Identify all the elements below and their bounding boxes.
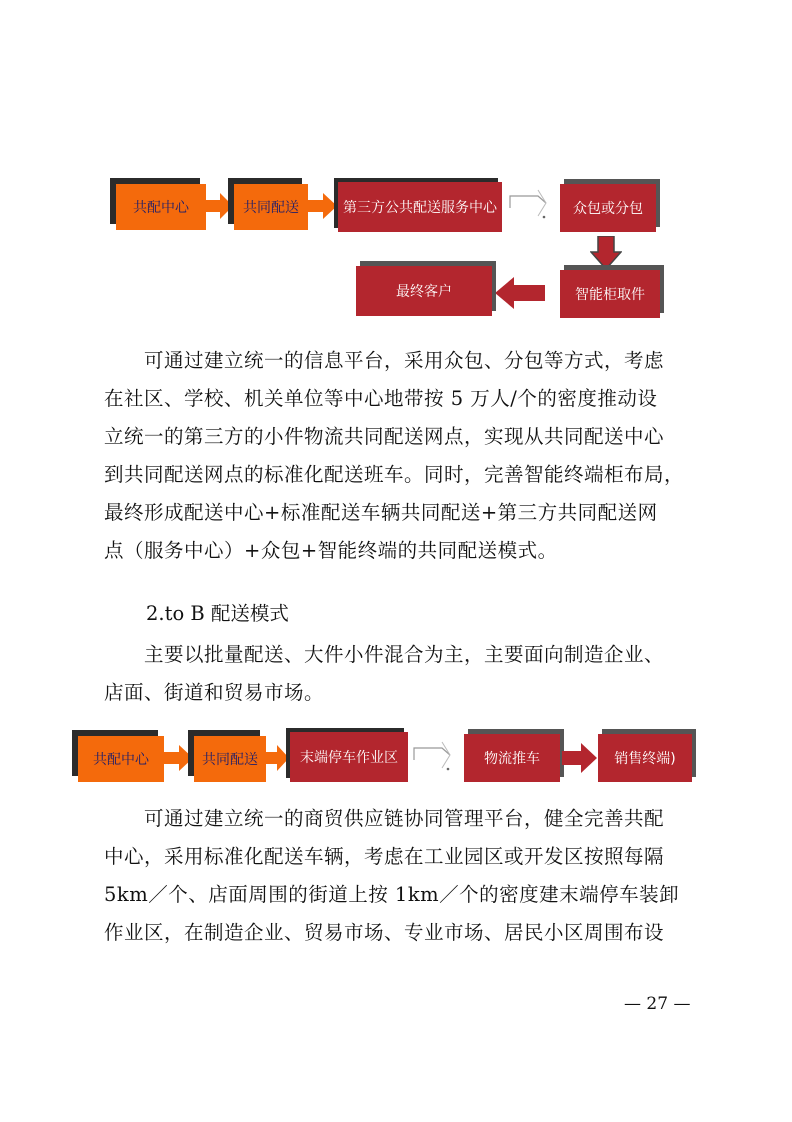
node-smart-locker: 智能柜取件 bbox=[560, 270, 660, 318]
node-third-party-center: 第三方公共配送服务中心 bbox=[338, 182, 502, 232]
text-line: 可通过建立统一的信息平台，采用众包、分包等方式，考虑 bbox=[144, 349, 665, 372]
node-logistics-cart: 物流推车 bbox=[464, 734, 560, 782]
node-gongpei-center: 共配中心 bbox=[116, 184, 206, 230]
paragraph-2 bbox=[104, 636, 694, 712]
node-final-customer: 最终客户 bbox=[356, 266, 492, 316]
text-line: 在社区、学校、机关单位等中心地带按 5 万人/个的密度推动设 bbox=[104, 387, 658, 410]
arrow-right-icon bbox=[266, 744, 290, 772]
text-line: 最终形成配送中心+标准配送车辆共同配送+第三方共同配送网 bbox=[104, 501, 658, 524]
section-heading: 2.to B 配送模式 bbox=[146, 602, 289, 625]
text-line: 店面、街道和贸易市场。 bbox=[104, 681, 325, 704]
text-line: 作业区，在制造企业、贸易市场、专业市场、居民小区周围布设 bbox=[104, 921, 665, 944]
connector-icon bbox=[508, 188, 558, 222]
text-line: 到共同配送网点的标准化配送班车。同时，完善智能终端柜布局， bbox=[104, 463, 685, 486]
arrow-right-icon bbox=[562, 742, 598, 774]
node-gongtong-peisong: 共同配送 bbox=[194, 736, 266, 782]
text-line: 5km／个、店面周围的街道上按 1km／个的密度建末端停车装卸 bbox=[104, 883, 680, 906]
paragraph-3 bbox=[104, 800, 694, 952]
text-line: 中心，采用标准化配送车辆，考虑在工业园区或开发区按照每隔 bbox=[104, 845, 665, 868]
paragraph-1 bbox=[104, 342, 694, 570]
node-terminal-parking: 末端停车作业区 bbox=[290, 732, 408, 782]
page-number: — 27 — bbox=[624, 994, 691, 1014]
arrow-down-icon bbox=[590, 236, 622, 270]
node-gongpei-center: 共配中心 bbox=[78, 736, 164, 782]
text-line: 立统一的第三方的小件物流共同配送网点，实现从共同配送中心 bbox=[104, 425, 665, 448]
arrow-right-icon bbox=[308, 192, 338, 220]
arrow-left-icon bbox=[494, 276, 546, 310]
arrow-right-icon bbox=[164, 744, 194, 772]
connector-icon bbox=[412, 740, 462, 774]
text-line: 点（服务中心）+众包+智能终端的共同配送模式。 bbox=[104, 539, 558, 562]
node-sales-terminal: 销售终端) bbox=[598, 734, 692, 782]
node-gongtong-peisong: 共同配送 bbox=[234, 184, 308, 230]
arrow-right-icon bbox=[206, 192, 234, 220]
node-crowdsource: 众包或分包 bbox=[560, 184, 656, 232]
text-line: 可通过建立统一的商贸供应链协同管理平台，健全完善共配 bbox=[144, 807, 665, 830]
text-line: 主要以批量配送、大件小件混合为主，主要面向制造企业、 bbox=[144, 643, 665, 666]
